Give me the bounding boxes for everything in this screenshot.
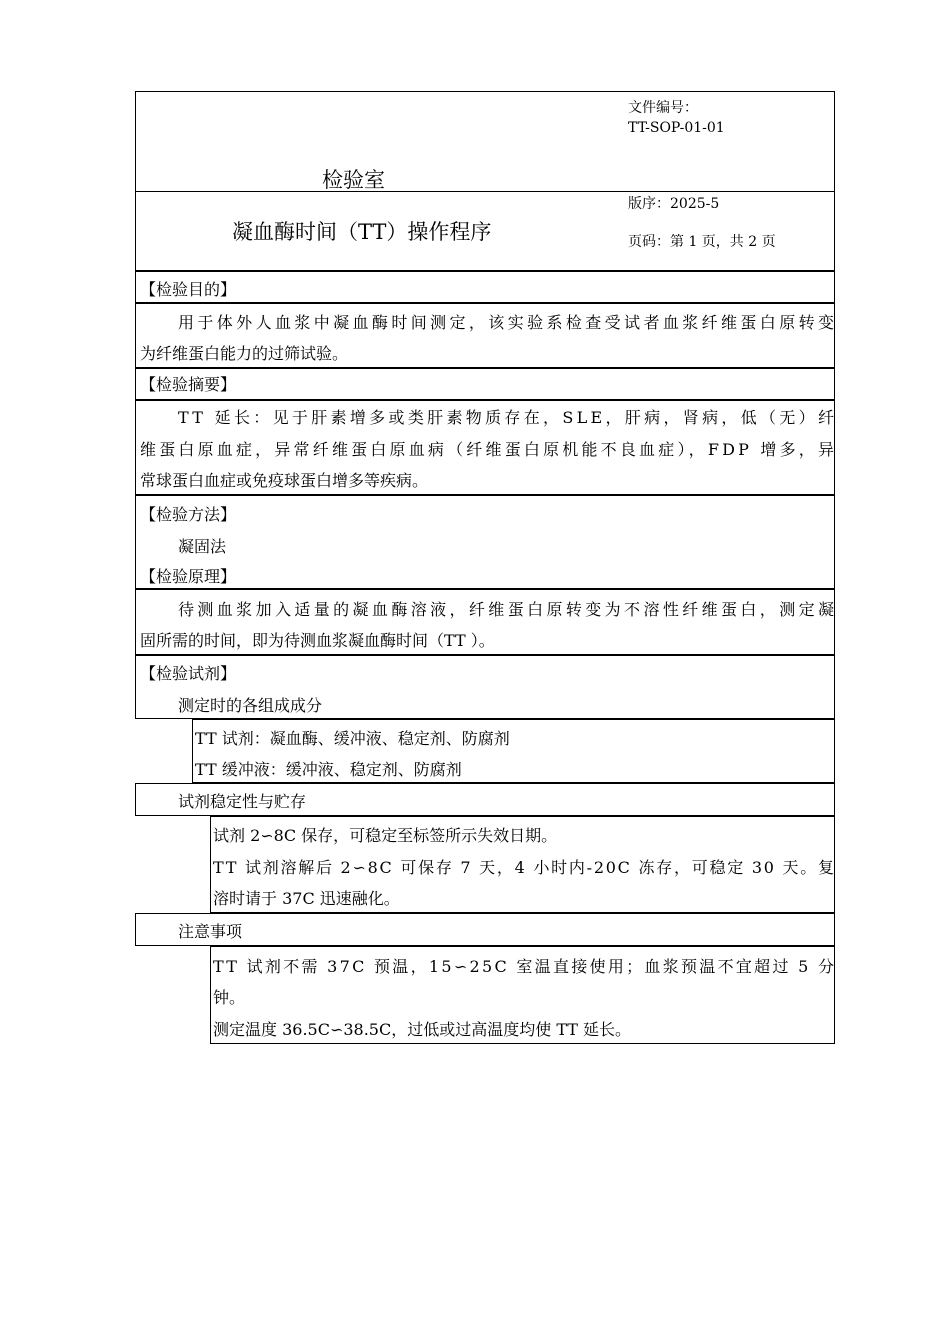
summary-line-1: TT 延长：见于肝素增多或类肝素物质存在，SLE，肝病，肾病，低（无）纤 (178, 408, 838, 427)
stability-line-3: 溶时请于 37C 迅速融化。 (213, 889, 400, 908)
purpose-heading: 【检验目的】 (140, 280, 237, 299)
reagents-heading: 【检验试剂】 (140, 664, 237, 683)
principle-heading: 【检验原理】 (140, 567, 237, 586)
department-name: 检验室 (322, 168, 385, 192)
purpose-line-1: 用于体外人血浆中凝血酶时间测定，该实验系检查受试者血浆纤维蛋白原转变 (178, 313, 838, 332)
method-principle-box (135, 495, 835, 589)
method-text: 凝固法 (178, 537, 227, 556)
notes-line-3: 测定温度 36.5C∽38.5C，过低或过高温度均使 TT 延长。 (213, 1020, 632, 1039)
principle-line-2: 固所需的时间，即为待测血浆凝血酶时间（TT ）。 (140, 631, 495, 650)
document-title: 凝血酶时间（TT）操作程序 (232, 220, 492, 244)
principle-line-1: 待测血浆加入适量的凝血酶溶液，纤维蛋白原转变为不溶性纤维蛋白，测定凝 (178, 600, 838, 619)
summary-line-2: 维蛋白原血症，异常纤维蛋白原血病（纤维蛋白原机能不良血症），FDP 增多，异 (140, 440, 838, 459)
notes-line-2: 钟。 (213, 988, 246, 1007)
notes-title: 注意事项 (178, 922, 243, 941)
method-heading: 【检验方法】 (140, 505, 237, 524)
doc-number: TT-SOP-01-01 (628, 120, 725, 136)
stability-line-1: 试剂 2∽8C 保存，可稳定至标签所示失效日期。 (213, 826, 558, 845)
component-item-2: TT 缓冲液：缓冲液、稳定剂、防腐剂 (195, 760, 462, 779)
version-info: 版序：2025-5 (628, 196, 720, 212)
summary-heading-box (135, 368, 835, 400)
summary-line-3: 常球蛋白血症或免疫球蛋白增多等疾病。 (140, 471, 429, 490)
doc-number-label: 文件编号： (628, 100, 698, 116)
header-divider (135, 191, 835, 192)
purpose-heading-box (135, 271, 835, 303)
components-title: 测定时的各组成成分 (178, 696, 323, 715)
notes-line-1: TT 试剂不需 37C 预温，15∽25C 室温直接使用；血浆预温不宜超过 5 分 (213, 957, 837, 976)
summary-heading: 【检验摘要】 (140, 375, 237, 394)
stability-line-2: TT 试剂溶解后 2∽8C 可保存 7 天，4 小时内-20C 冻存，可稳定 30 天。复 (213, 858, 836, 877)
purpose-line-2: 为纤维蛋白能力的过筛试验。 (140, 344, 349, 363)
component-item-1: TT 试剂：凝血酶、缓冲液、稳定剂、防腐剂 (195, 729, 510, 748)
page-info: 页码：第 1 页，共 2 页 (628, 234, 776, 250)
stability-title: 试剂稳定性与贮存 (178, 792, 307, 811)
